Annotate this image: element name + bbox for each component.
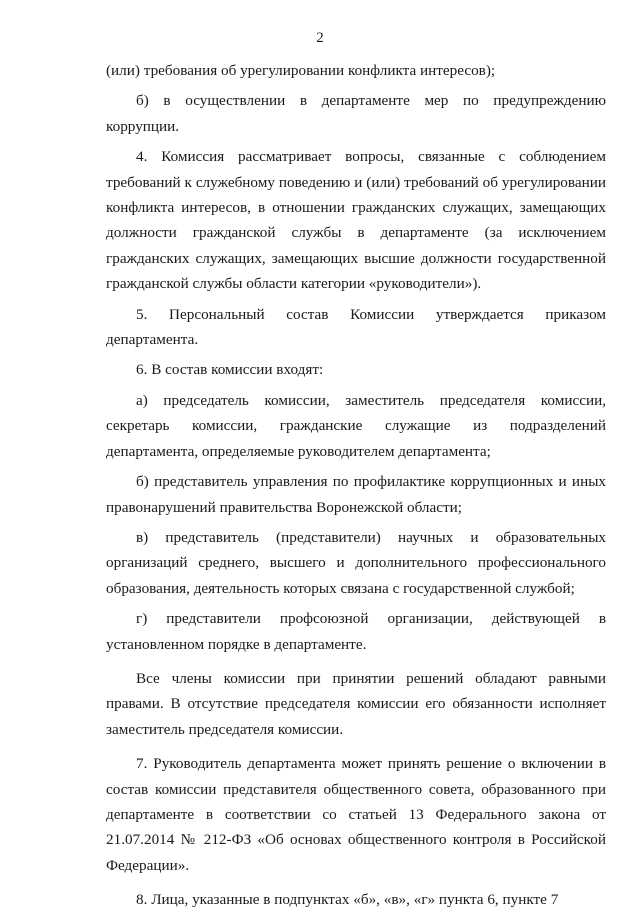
paragraph-6-g: г) представители профсоюзной организации, действующей в установленном порядке в департаменте. [106, 610, 606, 653]
paragraph-6-a: а) председатель комиссии, заместитель председателя комиссии, секретарь комиссии, гражданские служащие из подразделений департамента, определяемые руководителем департамента; [106, 391, 606, 460]
paragraph-6-v: в) представитель (представители) научных и образовательных организаций среднего, высшего и дополнительного профессионального образования, деятельность которых связана с государственной службой; [106, 528, 606, 597]
paragraph-item-b: б) в осуществлении в департаменте мер по предупреждению коррупции. [106, 92, 606, 135]
paragraph-6: 6. В состав комиссии входят: [136, 361, 324, 379]
paragraph-8: 8. Лица, указанные в подпунктах «б», «в», «г» пункта 6, пункте 7 [136, 891, 559, 909]
paragraph-continuation: (или) требования об урегулировании конфликта интересов); [106, 62, 496, 79]
document-body [106, 58, 606, 918]
paragraph-4: 4. Комиссия рассматривает вопросы, связанные с соблюдением требований к служебному поведению и (или) требований об урегулировании конфликта интересов, в отношении гражданских служащих, замещающих должности гражданской службы в департаменте (за исключением гражданских служащих, замещающих высшие должности государственной гражданской службы области категории «руководители»). [106, 148, 606, 293]
paragraph-equal-rights: Все члены комиссии при принятии решений обладают равными правами. В отсутствие председателя комиссии его обязанности исполняет заместитель председателя комиссии. [106, 669, 606, 738]
page-number: 2 [316, 30, 324, 46]
paragraph-5: 5. Персональный состав Комиссии утверждается приказом департамента. [106, 305, 606, 349]
paragraph-6-b: б) представитель управления по профилактике коррупционных и иных правонарушений правительства Воронежской области; [106, 473, 606, 516]
paragraph-7: 7. Руководитель департамента может принять решение о включении в состав комиссии представителя общественного совета, образованного при департаменте в соответствии со статьей 13 Федерального закона от 21.07.2014 № 212-ФЗ «Об основах общественного контроля в Российской Федерации». [106, 755, 606, 874]
